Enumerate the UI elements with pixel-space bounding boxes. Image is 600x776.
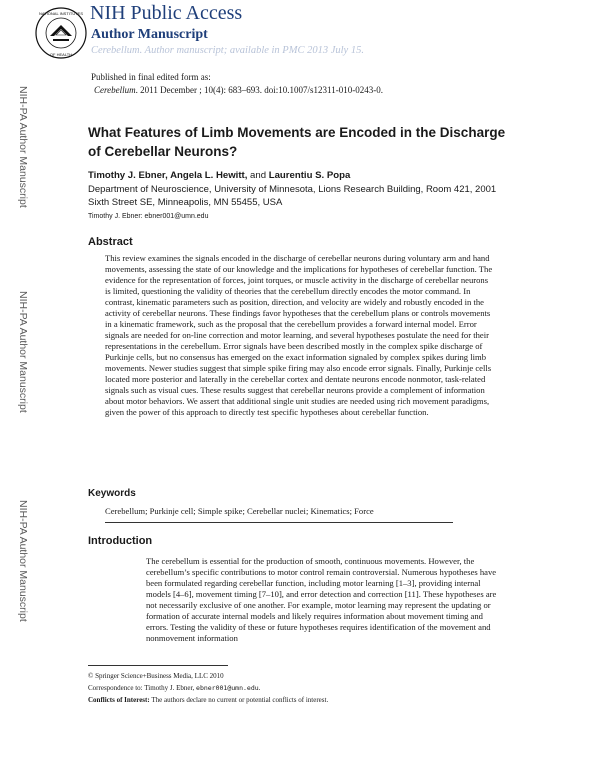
nih-logo [34,6,88,60]
keywords-heading: Keywords [88,488,136,499]
header-subtitle: Author Manuscript [91,27,208,42]
svg-text:OF HEALTH: OF HEALTH [49,52,73,57]
journal-name: Cerebellum [94,85,136,95]
authors: Timothy J. Ebner, Angela L. Hewitt, and Laurentiu S. Popa [88,170,351,181]
abstract-text: This review examines the signals encoded in the discharge of cerebellar neurons during voluntary arm and hand movements, assessing the state of our knowledge and the implications for hypotheses of cerebellar function. The evidence for the representation of forces, joint torques, or muscle activity in the discharge of cerebellar neurons is limited, questioning the validity of theories that the cerebellum directly encodes the motor command. In contrast, kinematic parameters such as position, direction, and velocity are widely and robustly encoded in the activity of cerebellar neurons. These findings favor hypotheses that the cerebellum plans or controls movements in a kinematic framework, such as the proposal that the cerebellum provides a forward internal model. Error signals are needed for on-line correction and motor learning, and several hypotheses postulate the need for their representations in the cerebellum. Error signals have been described mostly in the complex spike discharge of Purkinje cells, but no consensus has emerged on the exact information signaled by complex spikes during limb movements. Newer studies suggest that simple spike firing may also encode error signals. Finally, Purkinje cells located more posterior and laterally in the cerebellar cortex and dentate neurons encode nonmotor, task-related signals such as visual cues. These results suggest that cerebellar neurons provide a complement of information about motor behaviors. We assert that additional single unit studies are needed using rich movement paradigms, given the power of this approach to directly test specific hypotheses about cerebellar function. [105,253,493,417]
introduction-text: The cerebellum is essential for the production of smooth, continuous movements. However, the cerebellum’s specific contributions to motor control remain controversial. Numerous hypotheses have been formulated regarding cerebellar function, including motor learning [1–3], providing internal models [4–6], movement timing [7–10], and error detection and correction [11]. These hypotheses are not necessarily exclusive of one another. For example, motor learning may represent the updating or formation of accurate internal models and likely requires information about movement timing and errors. Testing the validity of these or future hypotheses requires identification of the movement and nonmovement information [146,556,497,643]
header-title: NIH Public Access [90,2,243,24]
side-label: NIH-PA Author Manuscript [17,291,29,413]
author-email: Timothy J. Ebner: ebner001@umn.edu [88,213,209,220]
published-label: Published in final edited form as: [91,72,211,82]
citation-details: . 2011 December ; 10(4): 683–693. doi:10.1007/s12311-010-0243-0. [135,85,383,95]
correspondence-email: ebner001@umn.edu [196,684,259,692]
svg-text:NATIONAL INSTITUTES: NATIONAL INSTITUTES [38,11,84,16]
introduction-heading: Introduction [88,535,153,547]
article-title: What Features of Limb Movements are Encoded in the Discharge of Cerebellar Neurons? [88,125,506,159]
footnote-divider [88,665,228,666]
correspondence: Correspondence to: Timothy J. Ebner, ebner001@umn.edu. [88,684,261,692]
divider [105,522,453,523]
citation [94,85,383,95]
header-availability: Cerebellum. Author manuscript; available in PMC 2013 July 15. [91,45,364,56]
side-label: NIH-PA Author Manuscript [17,500,29,622]
side-label: NIH-PA Author Manuscript [17,86,29,208]
affiliation: Department of Neuroscience, University of Minnesota, Lions Research Building, Room 421, 2001 Sixth Street SE, Minneapolis, MN 55455, USA [88,184,497,208]
keywords-text: Cerebellum; Purkinje cell; Simple spike; Cerebellar nuclei; Kinematics; Force [105,506,374,516]
copyright: © Springer Science+Business Media, LLC 2010 [88,672,224,680]
conflicts: Conflicts of Interest: The authors declare no current or potential conflicts of interest. [88,696,329,704]
abstract-heading: Abstract [88,236,133,248]
